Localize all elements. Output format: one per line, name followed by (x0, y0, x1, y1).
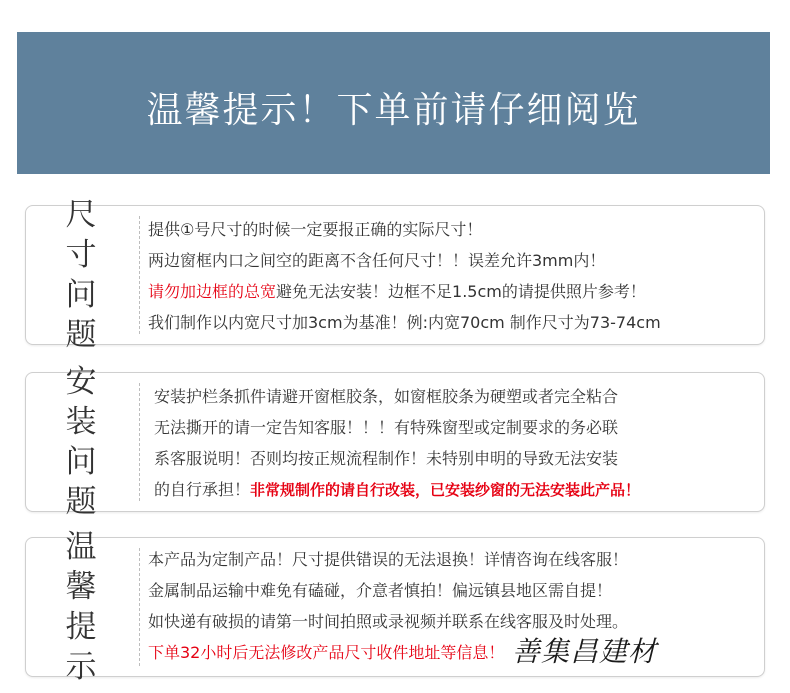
dashed-divider (139, 548, 140, 666)
label-line: 温 馨 (65, 529, 107, 605)
red-warning: 非常规制作的请自行改装，已安装纱窗的无法安装此产品！ (250, 481, 641, 499)
text-line: 请勿加边框的总宽避免无法安装！边框不足1.5cm的请提供照片参考！ (148, 282, 646, 301)
card-install-issue (25, 364, 765, 520)
text-line: 提供①号尺寸的时候一定要报正确的实际尺寸！ (148, 220, 483, 239)
label-line: 问 题 (65, 444, 107, 520)
card-size-issue (25, 197, 765, 353)
text-line: 安装护栏条抓件请避开窗框胶条，如窗框胶条为硬塑或者完全粘合 (154, 387, 619, 406)
red-warning: 下单32小时后无法修改产品尺寸收件地址等信息！ (148, 643, 505, 662)
dashed-divider (139, 216, 140, 334)
card-text (148, 544, 762, 668)
dashed-divider (139, 383, 140, 501)
text-line: 如快递有破损的请第一时间拍照或录视频并联系在线客服及时处理。 (148, 612, 629, 631)
text-line: 无法撕开的请一定告知客服！！！有特殊窗型或定制要求的务必联 (154, 418, 619, 437)
label-line: 安 装 (65, 364, 107, 440)
text-line: 金属制品运输中难免有磕碰，介意者慎拍！偏远镇县地区需自提！ (148, 581, 613, 600)
card-label (26, 364, 136, 520)
card-text (148, 214, 762, 338)
card-text (154, 381, 762, 506)
label-line: 提 示 (65, 609, 107, 685)
header-banner (17, 32, 770, 174)
text-line (148, 637, 762, 668)
text-line: 本产品为定制产品！尺寸提供错误的无法退换！详情咨询在线客服！ (148, 550, 629, 569)
text-line: 的自行承担！非常规制作的请自行改装，已安装纱窗的无法安装此产品！ (154, 480, 641, 499)
label-line: 尺 寸 (65, 197, 107, 273)
shop-watermark: 善集昌建材 (512, 635, 658, 668)
red-warning: 请勿加边框的总宽 (148, 282, 277, 301)
card-label (26, 197, 136, 353)
text-line: 我们制作以内宽尺寸加3cm为基准！例:内宽70cm 制作尺寸为73-74cm (148, 313, 661, 332)
banner-title: 温馨提示！下单前请仔细阅览 (146, 89, 641, 131)
text-line: 两边窗框内口之间空的距离不含任何尺寸！！误差允许3mm内！ (148, 251, 606, 270)
text-line: 系客服说明！否则均按正规流程制作！未特别申明的导致无法安装 (154, 449, 619, 468)
card-label (26, 529, 136, 685)
label-line: 问 题 (65, 277, 107, 353)
